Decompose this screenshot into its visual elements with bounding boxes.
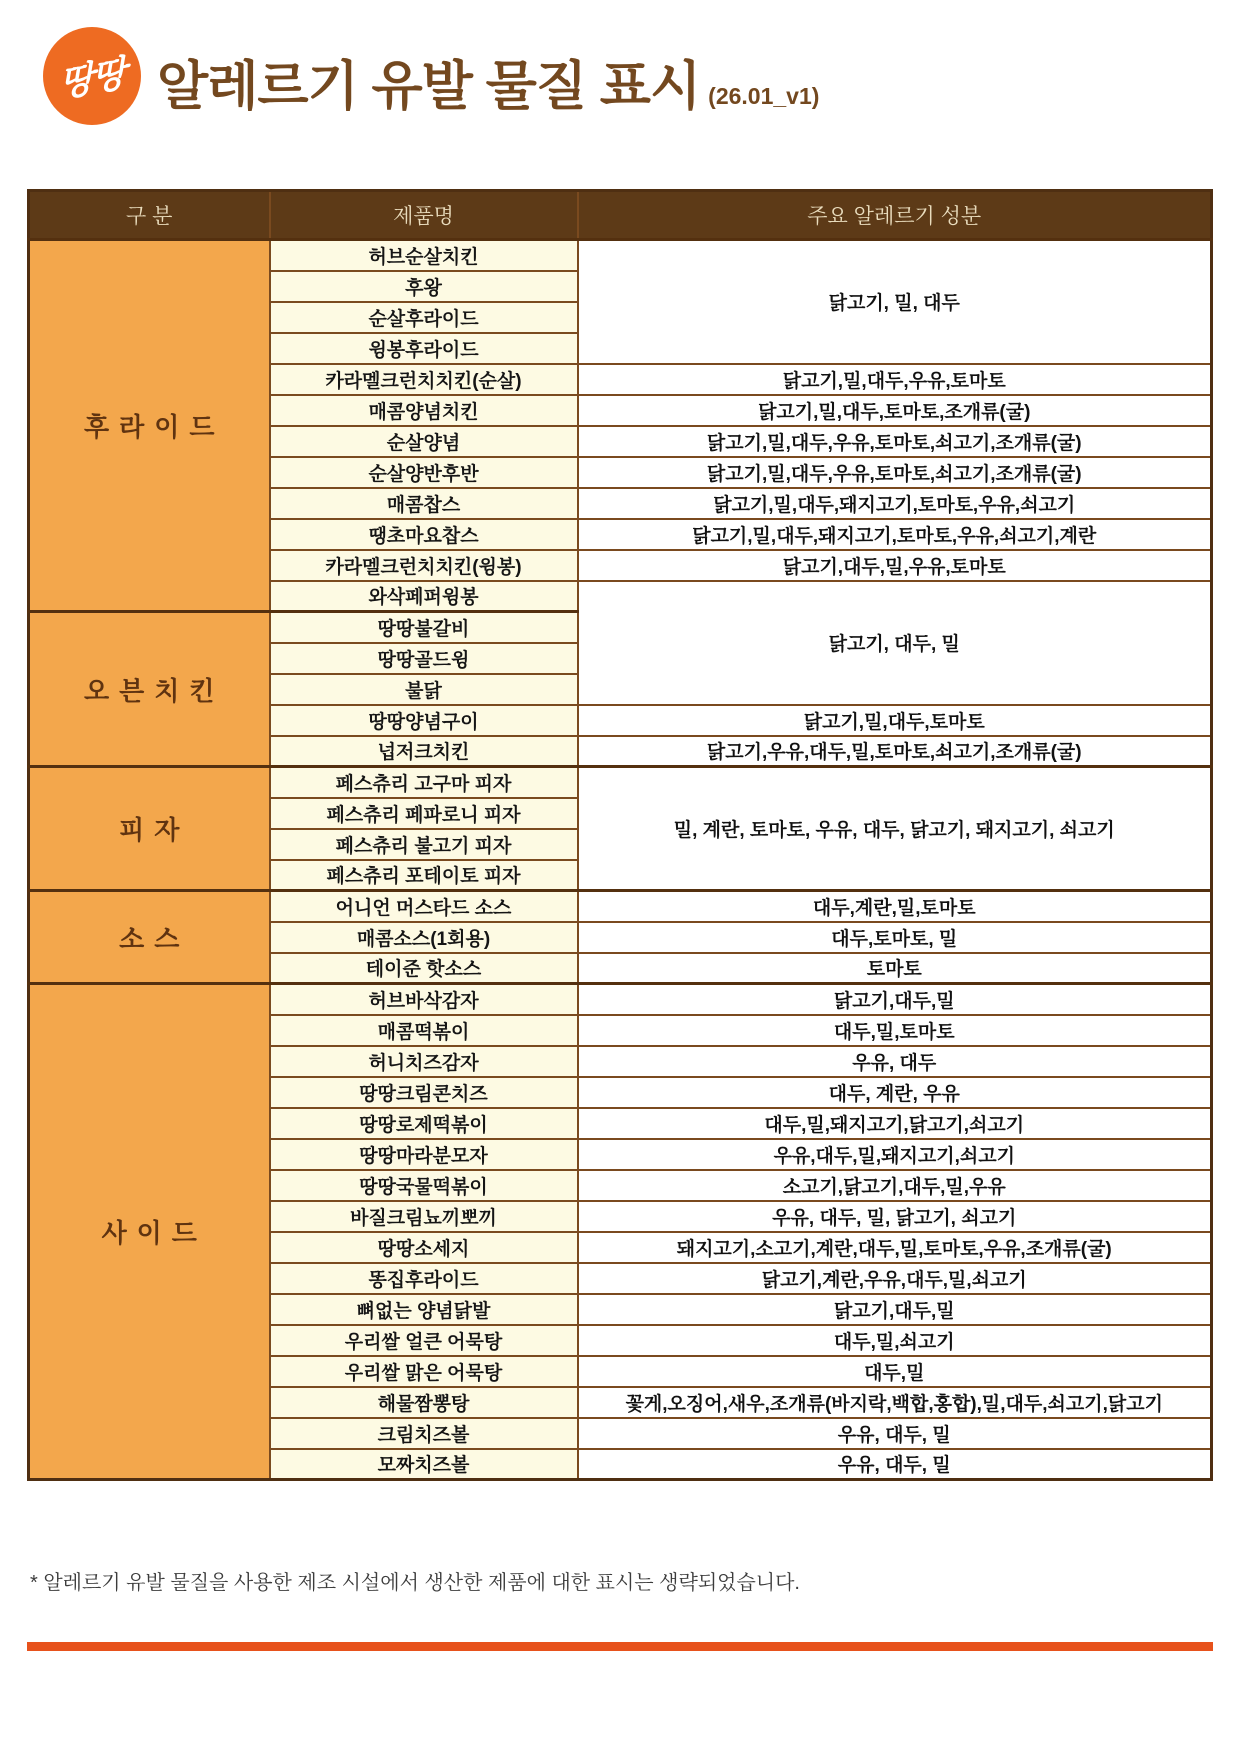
product-cell: 카라멜크런치치킨(윙봉): [270, 550, 578, 581]
product-cell: 해물짬뽕탕: [270, 1387, 578, 1418]
product-cell: 페스츄리 고구마 피자: [270, 767, 578, 798]
allergen-table-body: [29, 240, 1212, 1480]
allergen-cell: 닭고기,계란,우유,대두,밀,쇠고기: [578, 1263, 1212, 1294]
page-title-text: 알레르기 유발 물질 표시: [157, 57, 701, 116]
table-row: [29, 240, 1212, 271]
allergen-cell: 우유, 대두: [578, 1046, 1212, 1077]
bottom-accent-bar: [27, 1642, 1213, 1651]
category-cell: 소스: [29, 891, 270, 984]
allergen-cell: 꽃게,오징어,새우,조개류(바지락,백합,홍합),밀,대두,쇠고기,닭고기: [578, 1387, 1212, 1418]
product-cell: 매콤양념치킨: [270, 395, 578, 426]
product-cell: 페스츄리 포테이토 피자: [270, 860, 578, 891]
allergen-cell: 닭고기,밀,대두,우유,토마토: [578, 364, 1212, 395]
allergen-cell: 닭고기,밀,대두,토마토: [578, 705, 1212, 736]
allergen-cell: 닭고기, 대두, 밀: [578, 581, 1212, 705]
column-header-2: 주요 알레르기 성분: [578, 191, 1212, 240]
allergen-cell: 밀, 계란, 토마토, 우유, 대두, 닭고기, 돼지고기, 쇠고기: [578, 767, 1212, 891]
footnote: * 알레르기 유발 물질을 사용한 제조 시설에서 생산한 제품에 대한 표시는 생략되었습니다.: [30, 1572, 800, 1594]
product-cell: 매콤찹스: [270, 488, 578, 519]
product-cell: 순살양반후반: [270, 457, 578, 488]
product-cell: 후왕: [270, 271, 578, 302]
version-label: (26.01_v1): [708, 83, 820, 109]
table-row: [29, 891, 1212, 922]
product-cell: 땅땅크림콘치즈: [270, 1077, 578, 1108]
product-cell: 허브바삭감자: [270, 984, 578, 1015]
product-cell: 매콤소스(1회용): [270, 922, 578, 953]
product-cell: 허니치즈감자: [270, 1046, 578, 1077]
product-cell: 땅땅양념구이: [270, 705, 578, 736]
table-row: [29, 767, 1212, 798]
product-cell: 땅땅골드윙: [270, 643, 578, 674]
product-cell: 모짜치즈볼: [270, 1449, 578, 1480]
allergen-cell: 닭고기,대두,밀,우유,토마토: [578, 550, 1212, 581]
product-cell: 바질크림뇨끼뽀끼: [270, 1201, 578, 1232]
product-cell: 똥집후라이드: [270, 1263, 578, 1294]
allergen-cell: 대두,밀,쇠고기: [578, 1325, 1212, 1356]
allergen-cell: 닭고기,밀,대두,돼지고기,토마토,우유,쇠고기: [578, 488, 1212, 519]
allergen-cell: 소고기,닭고기,대두,밀,우유: [578, 1170, 1212, 1201]
column-header-1: 제품명: [270, 191, 578, 240]
allergen-cell: 닭고기,밀,대두,우유,토마토,쇠고기,조개류(굴): [578, 457, 1212, 488]
allergen-cell: 우유, 대두, 밀: [578, 1418, 1212, 1449]
product-cell: 윙봉후라이드: [270, 333, 578, 364]
product-cell: 어니언 머스타드 소스: [270, 891, 578, 922]
allergen-cell: 우유,대두,밀,돼지고기,쇠고기: [578, 1139, 1212, 1170]
product-cell: 카라멜크런치치킨(순살): [270, 364, 578, 395]
product-cell: 테이준 핫소스: [270, 953, 578, 984]
allergen-cell: 닭고기,밀,대두,우유,토마토,쇠고기,조개류(굴): [578, 426, 1212, 457]
product-cell: 페스츄리 불고기 피자: [270, 829, 578, 860]
allergen-cell: 대두, 계란, 우유: [578, 1077, 1212, 1108]
allergen-cell: 닭고기,우유,대두,밀,토마토,쇠고기,조개류(굴): [578, 736, 1212, 767]
category-cell: 후라이드: [29, 240, 270, 612]
allergen-cell: 대두,토마토, 밀: [578, 922, 1212, 953]
product-cell: 땅땅소세지: [270, 1232, 578, 1263]
product-cell: 넙저크치킨: [270, 736, 578, 767]
header-row: [29, 191, 1212, 240]
product-cell: 크림치즈볼: [270, 1418, 578, 1449]
category-cell: 오븐치킨: [29, 612, 270, 767]
product-cell: 땅땅마라분모자: [270, 1139, 578, 1170]
allergen-cell: 닭고기, 밀, 대두: [578, 240, 1212, 364]
product-cell: 와삭페퍼윙봉: [270, 581, 578, 612]
column-header-0: 구 분: [29, 191, 270, 240]
product-cell: 페스츄리 페파로니 피자: [270, 798, 578, 829]
product-cell: 매콤떡볶이: [270, 1015, 578, 1046]
product-cell: 우리쌀 얼큰 어묵탕: [270, 1325, 578, 1356]
category-cell: 피자: [29, 767, 270, 891]
category-cell: 사이드: [29, 984, 270, 1480]
product-cell: 땅땅로제떡볶이: [270, 1108, 578, 1139]
allergen-cell: 토마토: [578, 953, 1212, 984]
product-cell: 뼈없는 양념닭발: [270, 1294, 578, 1325]
allergen-cell: 우유, 대두, 밀, 닭고기, 쇠고기: [578, 1201, 1212, 1232]
product-cell: 땅땅불갈비: [270, 612, 578, 643]
allergen-cell: 닭고기,대두,밀: [578, 984, 1212, 1015]
product-cell: 불닭: [270, 674, 578, 705]
brand-logo: [43, 27, 141, 125]
page-title: [157, 44, 819, 120]
allergen-cell: 대두,계란,밀,토마토: [578, 891, 1212, 922]
allergen-cell: 닭고기,밀,대두,토마토,조개류(굴): [578, 395, 1212, 426]
allergen-cell: 대두,밀: [578, 1356, 1212, 1387]
product-cell: 땡초마요찹스: [270, 519, 578, 550]
product-cell: 땅땅국물떡볶이: [270, 1170, 578, 1201]
product-cell: 순살양념: [270, 426, 578, 457]
product-cell: 허브순살치킨: [270, 240, 578, 271]
allergen-cell: 우유, 대두, 밀: [578, 1449, 1212, 1480]
product-cell: 순살후라이드: [270, 302, 578, 333]
allergen-table: [27, 189, 1213, 1481]
allergen-table-head: [29, 191, 1212, 240]
product-cell: 우리쌀 맑은 어묵탕: [270, 1356, 578, 1387]
allergen-cell: 대두,밀,돼지고기,닭고기,쇠고기: [578, 1108, 1212, 1139]
brand-logo-text: 땅땅: [58, 51, 126, 105]
allergen-cell: 닭고기,대두,밀: [578, 1294, 1212, 1325]
allergen-cell: 닭고기,밀,대두,돼지고기,토마토,우유,쇠고기,계란: [578, 519, 1212, 550]
table-row: [29, 984, 1212, 1015]
allergen-cell: 돼지고기,소고기,계란,대두,밀,토마토,우유,조개류(굴): [578, 1232, 1212, 1263]
allergen-cell: 대두,밀,토마토: [578, 1015, 1212, 1046]
